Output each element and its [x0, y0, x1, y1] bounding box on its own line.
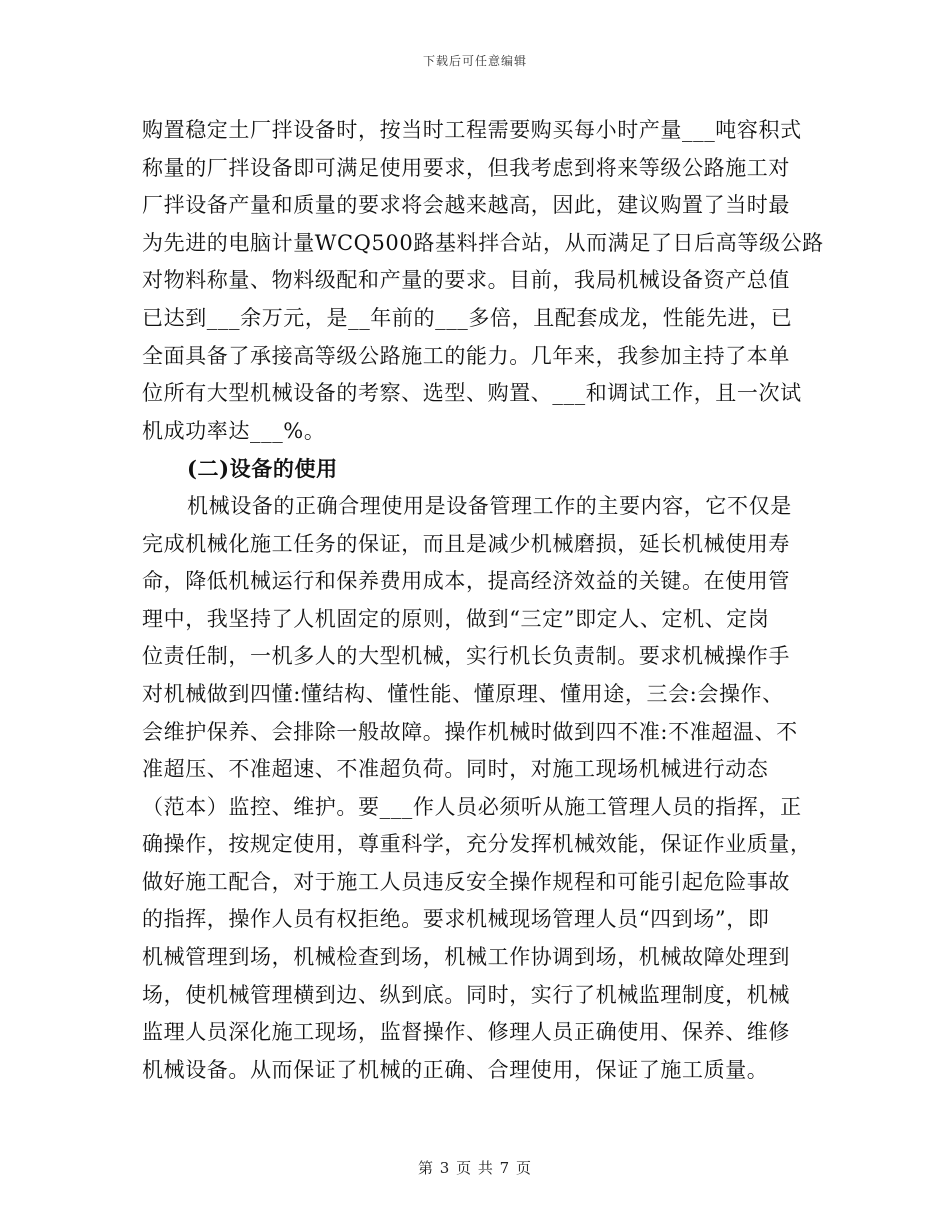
text-line: 厂拌设备产量和质量的要求将会越来越高，因此，建议购置了当时最 — [142, 193, 790, 218]
text-line: 机成功率达___%。 — [142, 418, 326, 443]
text-line: 对机械做到四懂:懂结构、懂性能、懂原理、懂用途，三会:会操作、 — [142, 681, 784, 706]
text-line: 为先进的电脑计量WCQ500路基料拌合站，从而满足了日后高等级公路 — [142, 230, 824, 255]
text-line: 购置稳定土厂拌设备时，按当时工程需要购买每小时产量___吨容积式 — [142, 118, 802, 142]
text-line: 位责任制，一机多人的大型机械，实行机长负责制。要求机械操作手 — [142, 644, 790, 669]
text-line: 位所有大型机械设备的考察、选型、购置、___和调试工作，且一次试 — [142, 381, 802, 406]
text-line: 命，降低机械运行和保养费用成本，提高经济效益的关键。在使用管 — [142, 569, 790, 594]
text-line: 对物料称量、物料级配和产量的要求。目前，我局机械设备资产总值 — [142, 268, 790, 293]
text-line: 确操作，按规定使用，尊重科学，充分发挥机械效能，保证作业质量， — [142, 832, 812, 857]
text-line: 监理人员深化施工现场，监督操作、修理人员正确使用、保养、维修 — [142, 1020, 790, 1045]
text-line: 的指挥，操作人员有权拒绝。要求机械现场管理人员“四到场”，即 — [142, 907, 770, 932]
text-line: 场，使机械管理横到边、纵到底。同时，实行了机械监理制度，机械 — [142, 982, 790, 1007]
document-body — [142, 112, 824, 1089]
text-line: （范本）监控、维护。要___作人员必须听从施工管理人员的指挥，正 — [142, 794, 802, 819]
text-line: 准超压、不准超速、不准超负荷。同时，对施工现场机械进行动态 — [142, 757, 769, 782]
page-header: 下载后可任意编辑 — [422, 54, 527, 68]
text-line: 机械设备。从而保证了机械的正确、合理使用，保证了施工质量。 — [142, 1057, 769, 1082]
paragraph-first-line: 机械设备的正确合理使用是设备管理工作的主要内容，它不仅是 — [187, 493, 792, 518]
text-line: 全面具备了承接高等级公路施工的能力。几年来，我参加主持了本单 — [142, 343, 790, 368]
section-heading: (二)设备的使用 — [187, 456, 338, 482]
text-line: 会维护保养、会排除一般故障。操作机械时做到四不准:不准超温、不 — [142, 719, 798, 744]
text-line: 做好施工配合，对于施工人员违反安全操作规程和可能引起危险事故 — [142, 869, 790, 894]
text-line: 完成机械化施工任务的保证，而且是减少机械磨损，延长机械使用寿 — [142, 531, 790, 556]
text-line: 理中，我坚持了人机固定的原则，做到“三定”即定人、定机、定岗 — [142, 606, 770, 631]
text-line: 已达到___余万元，是__年前的___多倍，且配套成龙，性能先进，已 — [142, 305, 793, 330]
text-line: 机械管理到场，机械检查到场，机械工作协调到场，机械故障处理到 — [142, 945, 790, 970]
text-line: 称量的厂拌设备即可满足使用要求，但我考虑到将来等级公路施工对 — [142, 155, 790, 180]
page-footer: 第 3 页 共 7 页 — [418, 1159, 532, 1177]
